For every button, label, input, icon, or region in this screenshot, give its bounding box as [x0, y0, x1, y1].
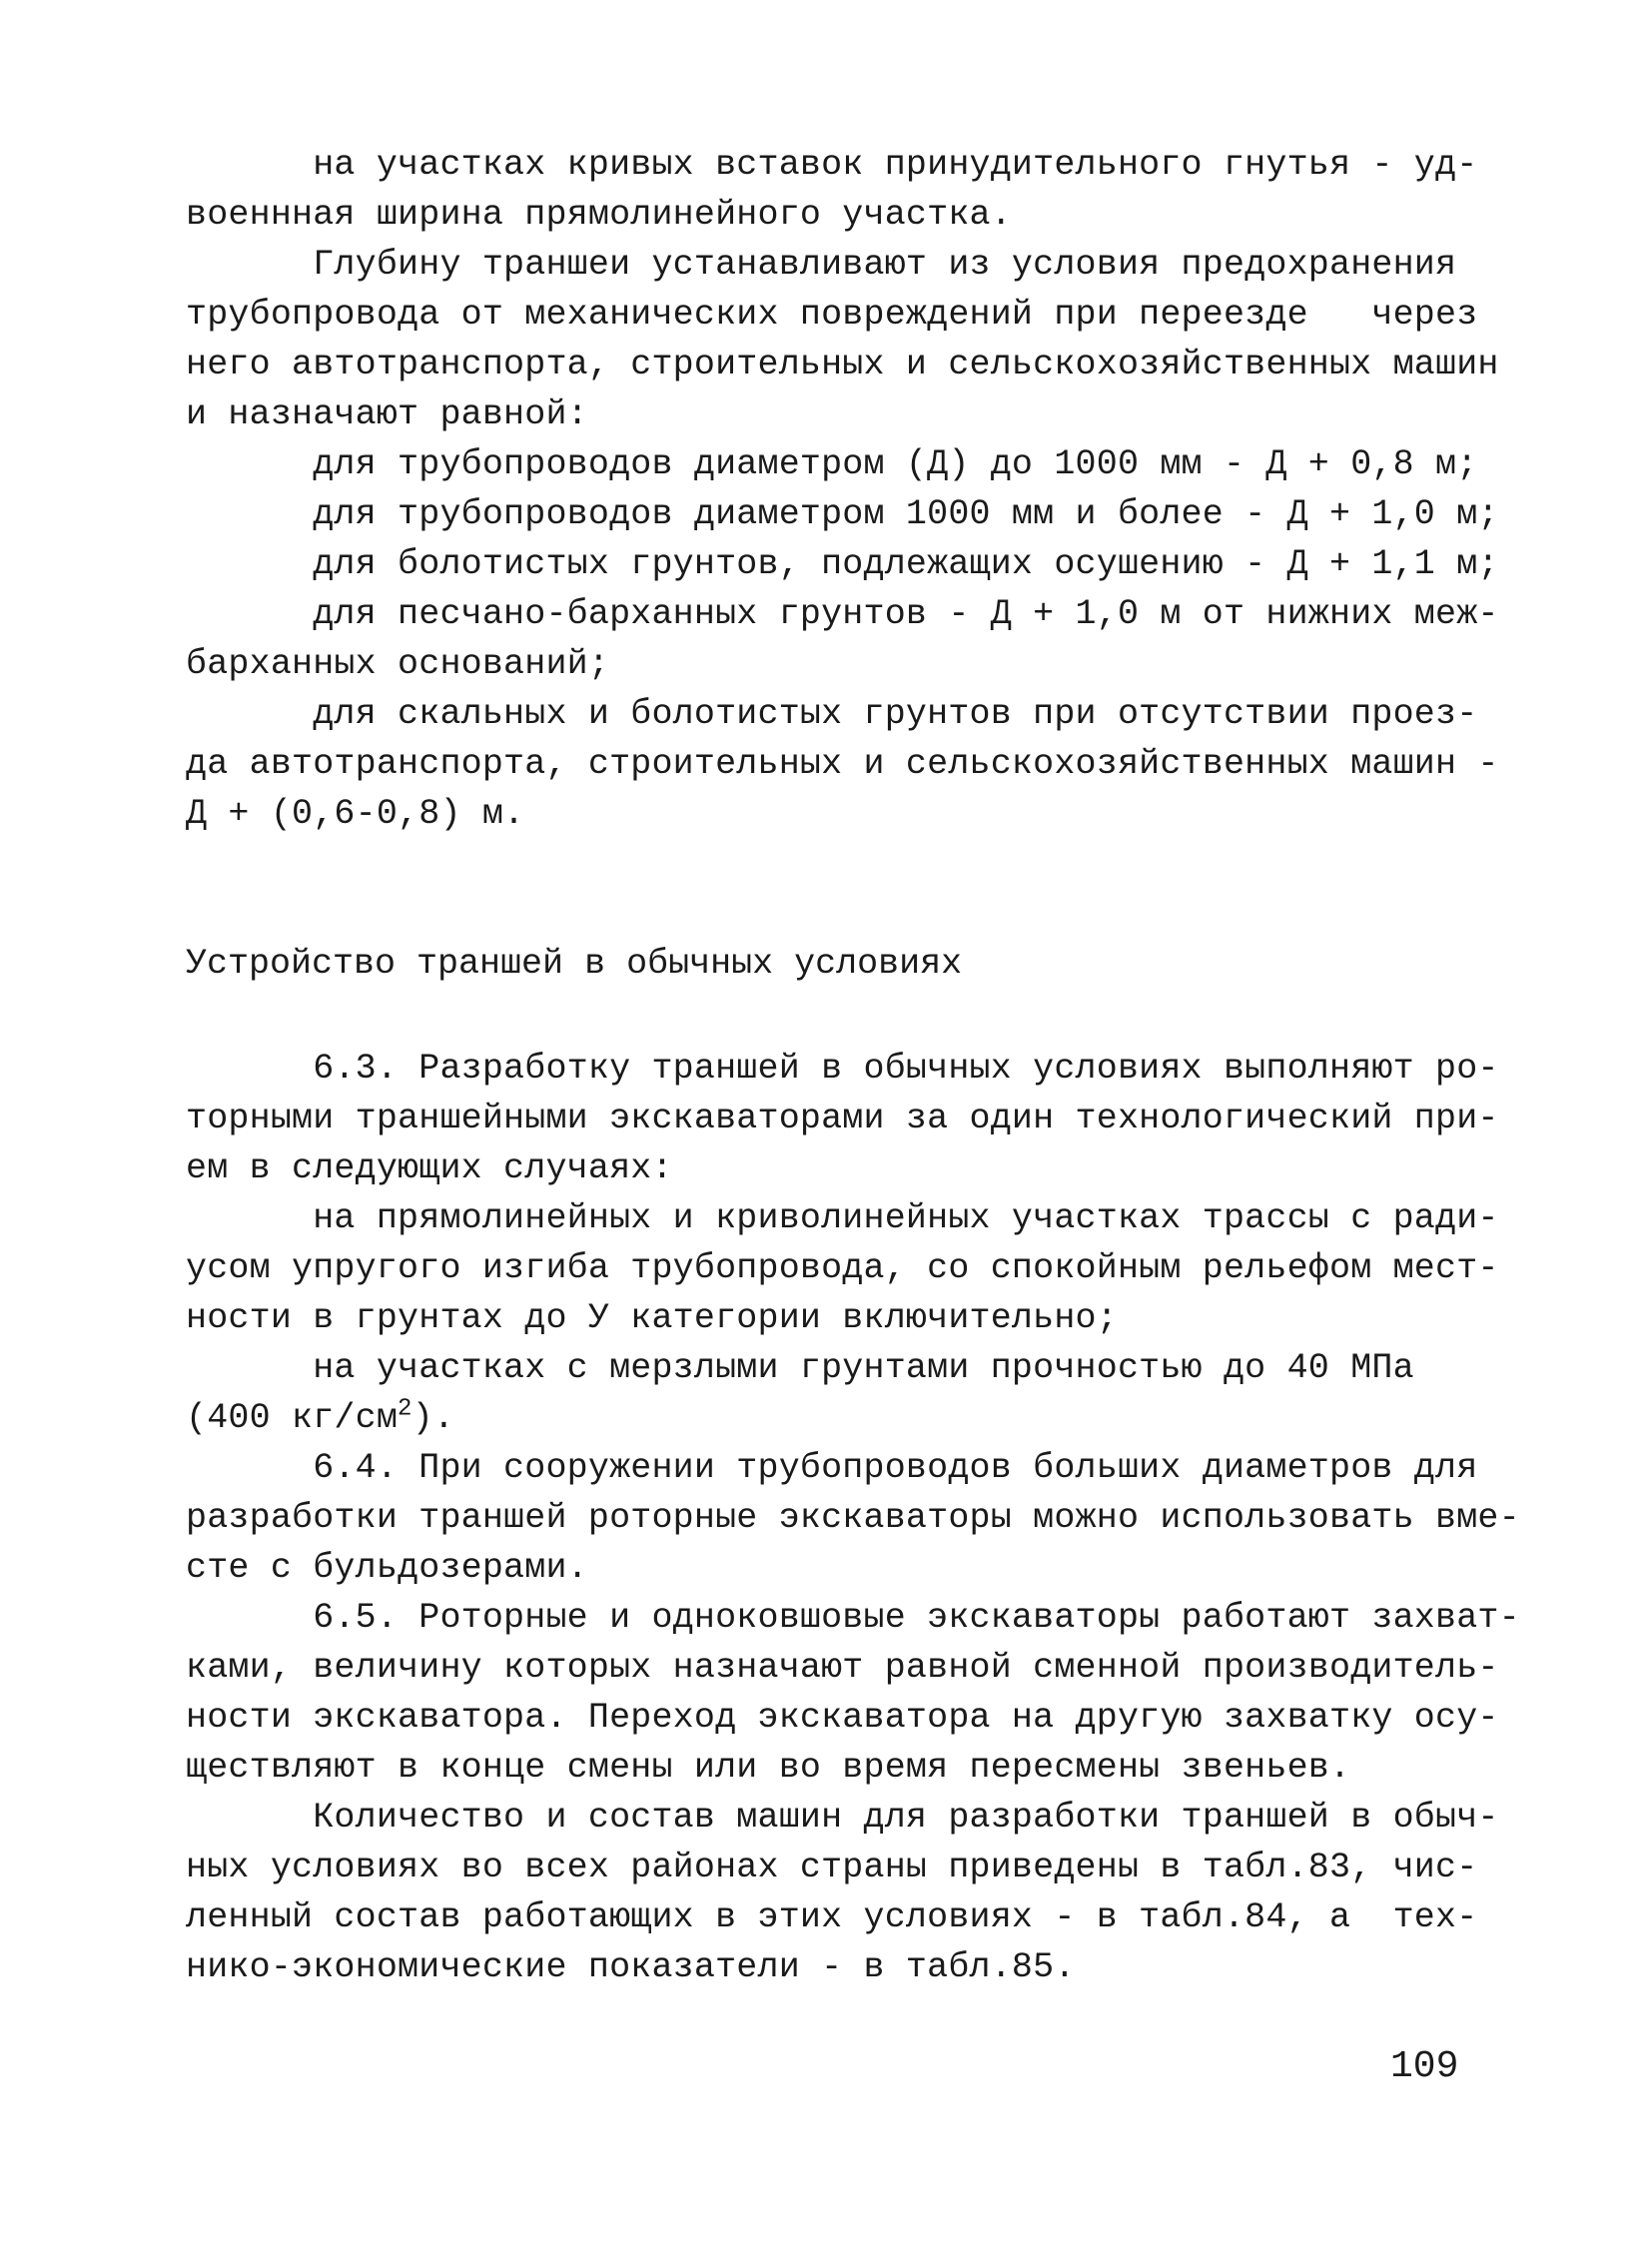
text-line: Количество и состав машин для разработки траншей в обыч-: [186, 1798, 1499, 1838]
text-line: военнная ширина прямолинейного участка.: [186, 195, 1012, 235]
formula-text-end: ).: [412, 1398, 455, 1438]
formula-superscript: 2: [398, 1395, 413, 1423]
text-line: для болотистых грунтов, подлежащих осушению - Д + 1,1 м;: [186, 544, 1499, 584]
text-line: 6.4. При сооружении трубопроводов больших диаметров для: [186, 1448, 1478, 1488]
text-line: ками, величину которых назначают равной сменной производитель-: [186, 1648, 1499, 1688]
text-line: него автотранспорта, строительных и сельскохозяйственных машин: [186, 345, 1499, 384]
text-line: нико-экономические показатели - в табл.85.: [186, 1947, 1076, 1987]
text-line: ных условиях во всех районах страны приведены в табл.83, чис-: [186, 1848, 1478, 1887]
text-line: 6.3. Разработку траншей в обычных условиях выполняют ро-: [186, 1049, 1499, 1089]
section-heading: Устройство траншей в обычных условиях: [186, 944, 963, 984]
text-line: ности экскаватора. Переход экскаватора на другую захватку осу-: [186, 1698, 1499, 1738]
text-line: усом упругого изгиба трубопровода, со спокойным рельефом мест-: [186, 1248, 1499, 1288]
text-line: ем в следующих случаях:: [186, 1148, 673, 1188]
paragraph-sections-6-4-6-5: [186, 1443, 1520, 1992]
page-number: 109: [1390, 2045, 1459, 2088]
text-line: для песчано-барханных грунтов - Д + 1,0 м от нижних меж-: [186, 594, 1499, 634]
text-line: на участках кривых вставок принудительного гнутья - уд-: [186, 145, 1478, 185]
text-line: для скальных и болотистых грунтов при отсутствии проез-: [186, 694, 1478, 734]
text-line: сте с бульдозерами.: [186, 1548, 588, 1588]
text-line: торными траншейными экскаваторами за один технологический при-: [186, 1099, 1499, 1138]
text-line: 6.5. Роторные и одноковшовые экскаваторы работают захват-: [186, 1598, 1520, 1638]
text-line: Глубину траншеи устанавливают из условия предохранения: [186, 245, 1457, 285]
text-line: ности в грунтах до У категории включительно;: [186, 1298, 1118, 1338]
text-line: Д + (0,6-0,8) м.: [186, 794, 525, 834]
text-line: на участках с мерзлыми грунтами прочностью до 40 МПа: [186, 1348, 1414, 1388]
text-line: разработки траншей роторные экскаваторы можно использовать вме-: [186, 1498, 1520, 1538]
text-line: ществляют в конце смены или во время пересмены звеньев.: [186, 1748, 1351, 1788]
paragraph-section-6-3: [186, 1044, 1499, 1443]
text-line: для трубопроводов диаметром 1000 мм и более - Д + 1,0 м;: [186, 494, 1499, 534]
text-line: и назначают равной:: [186, 394, 588, 434]
text-line: барханных оснований;: [186, 644, 610, 684]
formula-text: (400 кг/см: [186, 1398, 399, 1438]
text-line: ленный состав работающих в этих условиях - в табл.84, а тех-: [186, 1897, 1478, 1937]
formula-line: [186, 1393, 1474, 1443]
text-line: на прямолинейных и криволинейных участках трассы с ради-: [186, 1198, 1499, 1238]
text-line: да автотранспорта, строительных и сельскохозяйственных машин -: [186, 744, 1499, 784]
text-line: трубопровода от механических повреждений при переезде через: [186, 295, 1478, 335]
text-line: для трубопроводов диаметром (Д) до 1000 мм - Д + 0,8 м;: [186, 444, 1478, 484]
paragraph-trench-width-depth: [186, 140, 1499, 839]
